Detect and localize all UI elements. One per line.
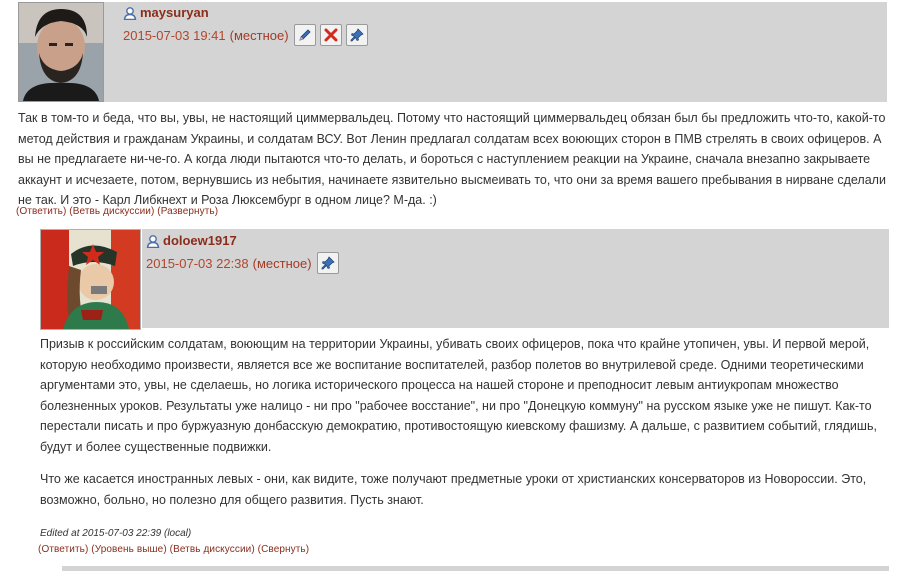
- thread-link[interactable]: Ветвь дискуссии: [72, 206, 151, 217]
- pin-icon: [320, 255, 336, 271]
- delete-button[interactable]: [320, 24, 342, 46]
- comment-2-dateline: [146, 252, 339, 274]
- avatar-drawing: [41, 230, 140, 329]
- comment-1-links: (Ответить) (Ветвь дискуссии) (Развернуть): [16, 206, 219, 217]
- comment-1-userline: [123, 5, 209, 20]
- pin-button[interactable]: [346, 24, 368, 46]
- reply-link[interactable]: Ответить: [41, 544, 85, 555]
- comment-date[interactable]: 2015-07-03 19:41: [123, 27, 226, 43]
- comment-2-userline: [146, 233, 237, 248]
- comment-1-dateline: [123, 24, 368, 46]
- avatar-photo: [19, 3, 103, 101]
- user-icon: [123, 6, 137, 20]
- thread-link[interactable]: Ветвь дискуссии: [173, 544, 252, 555]
- collapse-link[interactable]: Свернуть: [261, 544, 306, 555]
- comment-1-body: Так в том-то и беда, что вы, увы, не настоящий циммервальдец. Потому что настоящий циммервальдец обязан был бы предложить что-то, какой-то метод действия и гражданам Украины, и солдатам ВСУ. Вот Ленин предлагал солдатам всех воюющих сторон в ПМВ стрелять в своих офицеров. А вы не предлагаете ни-че-го. А когда люди пытаются что-то делать, и бороться с наступлением реакции на Украине, сначала внезапно закрываете аккаунт и исчезаете, потом, вернувшись из небытия, начинаете язвительно высмеивать то, что они за время вашего пребывания в нирване сделали не так. И это - Карл Либкнехт и Роза Люксембург в одном лице? М-да. :): [18, 111, 886, 207]
- comment-1-header: [104, 2, 887, 102]
- next-comment-header: [62, 566, 889, 571]
- edit-icon: [297, 27, 313, 43]
- comment-2-paragraph-2: Что же касается иностранных левых - они, как видите, тоже получают предметные уроки от христианских консерваторов из Новороссии. Это, возможно, больно, но полезно для общего развития. Пусть знают.: [40, 472, 867, 507]
- comment-2-paragraph-1: Призыв к российским солдатам, воюющим на территории Украины, убивать своих офицеров, пока что крайне утопичен, увы. И первой мерой, которую необходимо произвести, является все же воспитание воспитателей, разбор полетов во внутрилевой среде. Одними теоретическими аргументами это, увы, не сделаешь, но логика исторического процесса на нашей стороне и преподносит левым антиукропам множество болезненных уроков. Результаты уже налицо - ни про "рабочее восстание", ни про "Донецкую коммуну" на русском языке уже не пишут. Как-то перестали писать и про буржуазную донбасскую демократию, противостоящую киевскому фашизму. А дальше, с развитием событий, глядишь, будут и более существенные подвижки.: [40, 337, 877, 454]
- delete-icon: [323, 27, 339, 43]
- comment-2-header: [142, 229, 889, 328]
- avatar-doloew1917[interactable]: [40, 229, 141, 330]
- local-time-label: (местное): [252, 255, 312, 271]
- pin-icon: [349, 27, 365, 43]
- parent-link[interactable]: Уровень выше: [94, 544, 164, 555]
- local-time-label: (местное): [229, 27, 289, 43]
- username-link[interactable]: doloew1917: [163, 233, 237, 248]
- expand-link[interactable]: Развернуть: [160, 206, 215, 217]
- pin-button[interactable]: [317, 252, 339, 274]
- comment-date[interactable]: 2015-07-03 22:38: [146, 255, 249, 271]
- avatar-maysuryan[interactable]: [18, 2, 104, 102]
- user-icon: [146, 234, 160, 248]
- reply-link[interactable]: Ответить: [19, 206, 63, 217]
- edit-button[interactable]: [294, 24, 316, 46]
- edited-note: Edited at 2015-07-03 22:39 (local): [40, 528, 192, 539]
- username-link[interactable]: maysuryan: [140, 5, 209, 20]
- comment-2-links: (Ответить) (Уровень выше) (Ветвь дискуссии) (Свернуть): [38, 544, 310, 555]
